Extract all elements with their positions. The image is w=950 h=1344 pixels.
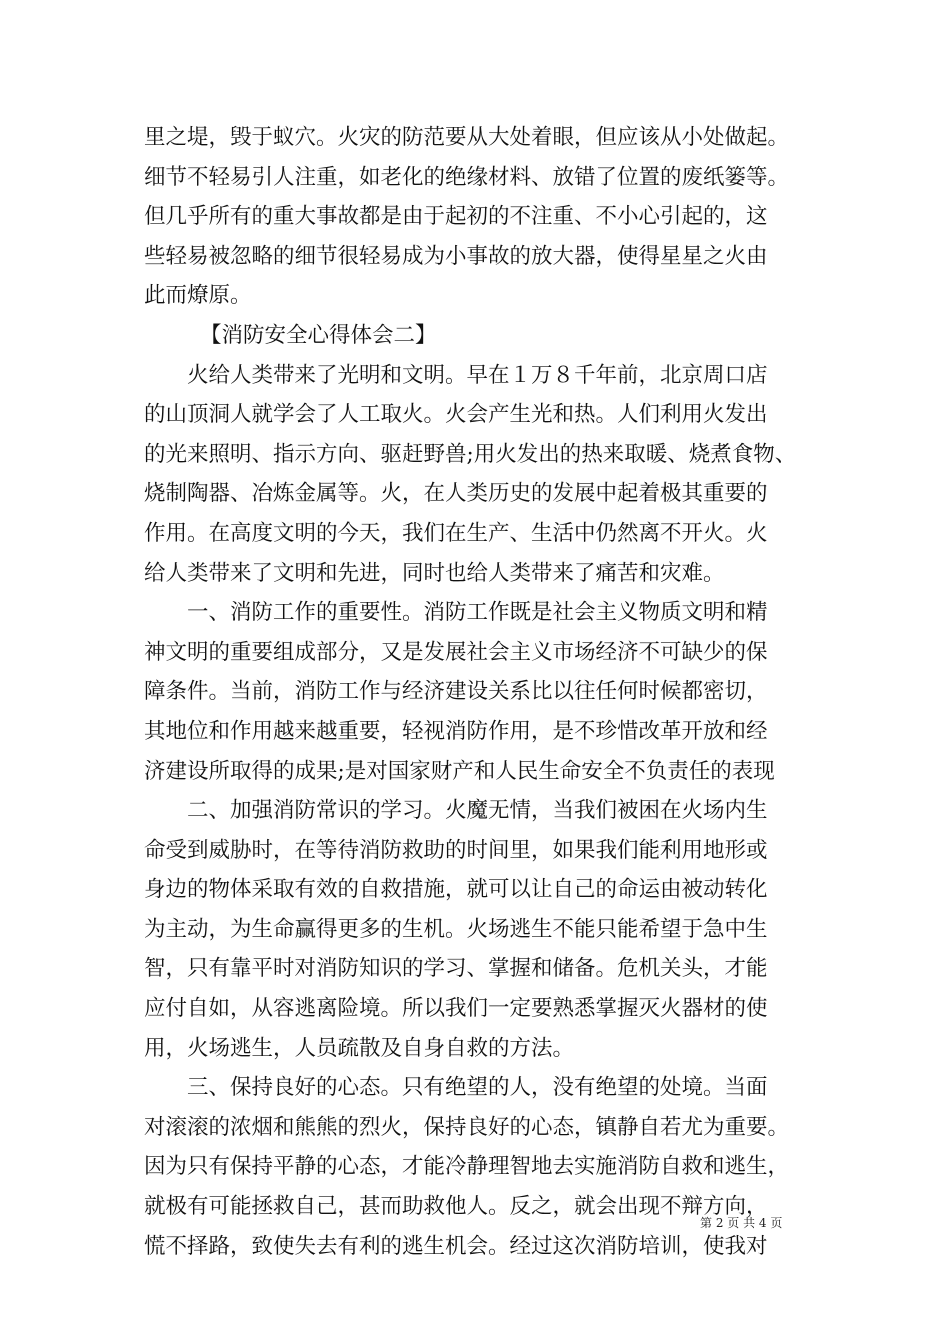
section-heading: 【消防安全心得体会二】 <box>200 322 437 348</box>
text-line: 的光来照明、指示方向、驱赶野兽;用火发出的热来取暖、烧煮食物、 <box>144 441 797 467</box>
text-line: 其地位和作用越来越重要，轻视消防作用，是不珍惜改革开放和经 <box>144 718 768 744</box>
text-line: 济建设所取得的成果;是对国家财产和人民生命安全不负责任的表现 <box>144 758 775 784</box>
text-line: 烧制陶器、冶炼金属等。火，在人类历史的发展中起着极其重要的 <box>144 481 768 507</box>
text-line: 应付自如，从容逃离险境。所以我们一定要熟悉掌握灭火器材的使 <box>144 996 768 1022</box>
text-line: 慌不择路，致使失去有利的逃生机会。经过这次消防培训，使我对 <box>144 1233 768 1259</box>
text-line: 二、加强消防常识的学习。火魔无情，当我们被困在火场内生 <box>187 798 768 824</box>
page-number-footer: 第 2 页 共 4 页 <box>700 1216 783 1230</box>
text-line: 智，只有靠平时对消防知识的学习、掌握和储备。危机关头，才能 <box>144 956 768 982</box>
text-line: 命受到威胁时，在等待消防救助的时间里，如果我们能利用地形或 <box>144 837 768 863</box>
text-line: 用，火场逃生，人员疏散及自身自救的方法。 <box>144 1035 575 1061</box>
text-line: 神文明的重要组成部分，又是发展社会主义市场经济不可缺少的保 <box>144 639 768 665</box>
text-line: 但几乎所有的重大事故都是由于起初的不注重、不小心引起的，这 <box>144 204 768 230</box>
text-line: 细节不轻易引人注重，如老化的绝缘材料、放错了位置的废纸篓等。 <box>144 164 790 190</box>
text-line: 三、保持良好的心态。只有绝望的人，没有绝望的处境。当面 <box>187 1075 768 1101</box>
text-line: 此而燎原。 <box>144 283 252 309</box>
text-line: 作用。在高度文明的今天，我们在生产、生活中仍然离不开火。火 <box>144 520 768 546</box>
text-line: 身边的物体采取有效的自救措施，就可以让自己的命运由被动转化 <box>144 877 768 903</box>
text-line: 里之堤，毁于蚁穴。火灾的防范要从大处着眼，但应该从小处做起。 <box>144 125 790 150</box>
text-line: 些轻易被忽略的细节很轻易成为小事故的放大器，使得星星之火由 <box>144 243 768 269</box>
text-line: 火给人类带来了光明和文明。早在１万８千年前，北京周口店 <box>187 362 768 388</box>
text-line: 给人类带来了文明和先进，同时也给人类带来了痛苦和灾难。 <box>144 560 725 586</box>
text-line: 障条件。当前，消防工作与经济建设关系比以往任何时候都密切， <box>144 679 768 705</box>
text-line: 对滚滚的浓烟和熊熊的烈火，保持良好的心态，镇静自若尤为重要。 <box>144 1114 790 1140</box>
document-body <box>144 118 816 1266</box>
text-line: 为主动，为生命赢得更多的生机。火场逃生不能只能希望于急中生 <box>144 916 768 942</box>
text-line: 的山顶洞人就学会了人工取火。火会产生光和热。人们利用火发出 <box>144 402 768 428</box>
text-line: 因为只有保持平静的心态，才能冷静理智地去实施消防自救和逃生， <box>144 1154 790 1180</box>
text-line: 就极有可能拯救自己，甚而助救他人。反之，就会出现不辩方向， <box>144 1194 768 1220</box>
text-line: 一、消防工作的重要性。消防工作既是社会主义物质文明和精 <box>187 600 768 626</box>
